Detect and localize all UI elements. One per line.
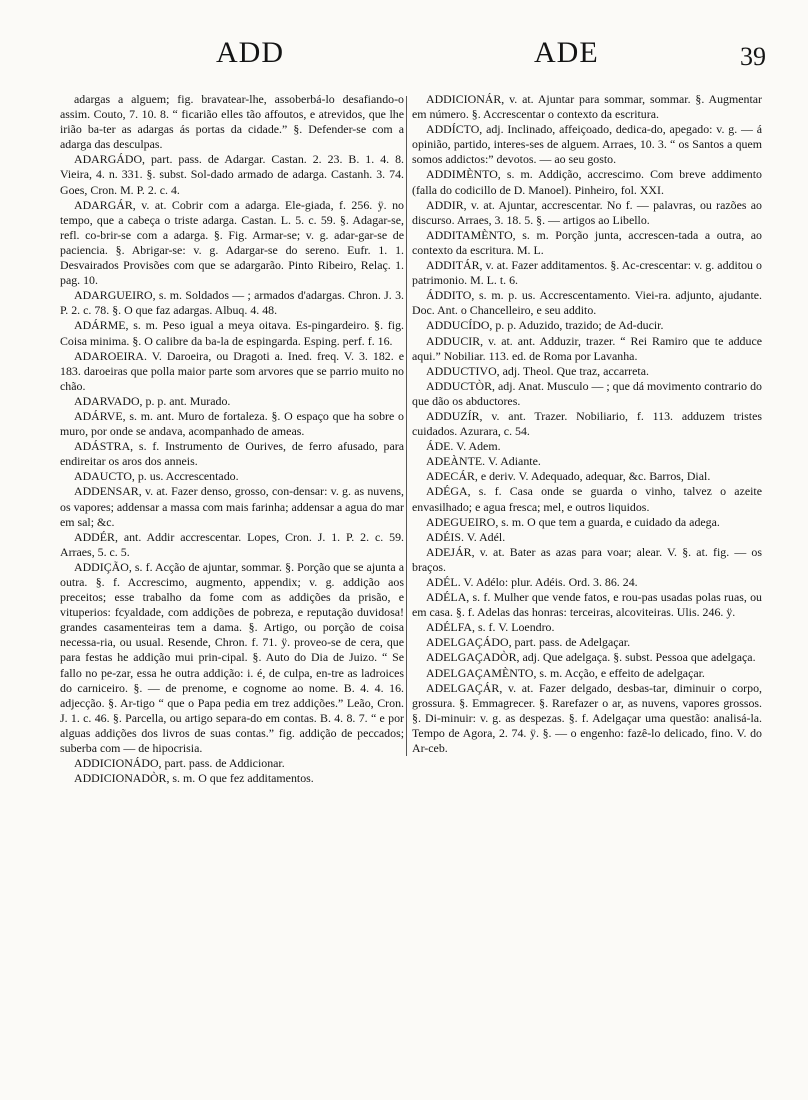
entry-additar: ADDITÁR, v. at. Fazer additamentos. §. Ac-crescentar: v. g. additou o patrimonio. M. L. t. 6.	[412, 258, 762, 288]
entry-adaroeira: ADAROEIRA. V. Daroeira, ou Dragoti a. Ined. freq. V. 3. 182. e 183. daroeiras que polla maior parte som arvores que se parrio muito no chão.	[60, 348, 404, 393]
entry-addicao: ADDIÇÃO, s. f. Acção de ajuntar, sommar. §. Porção que se ajunta a outra. §. f. Accrescimo, augmento, appendix; v. g. addição aos preceitos; esse trabalho da fome com as addições da prisão, e vituperios: fcyaldade, com addições de pobreza, e reputação duvidosa! grandes casamenteiras tem a dama. §. Artigo, ou porção de coisa necessa-ria, ou usual. Resende, Chron. f. 71. ÿ. proveo-se de cera, que para festas he addição mui prin-cipal. §. Auto do Dia de Juizo. “ Se fallo no pe-zar, essa he outra addição: i. é, de culpa, en-tre as ladroices do carniceiro. §. — de prenome, e cognome ao nome. B. 4. 4. 16. adjecção. §. Ar-tigo “ que o Papa pedia em trez addições.” Leão, Cron. J. 1. c. 46. §. Parcella, ou artigo separa-do em contas. B. 4. 8. 7. “ e por alguas addições dos livros de suas contas.” fig. addição de peccados; suberba com — de hipocrisia.	[60, 559, 404, 756]
entry-addito: ÁDDITO, s. m. p. us. Accrescentamento. Viei-ra. adjunto, ajudante. Doc. Ant. o Chancelleiro, e seu addito.	[412, 288, 762, 318]
entry-adducir: ADDUCIR, v. at. ant. Adduzir, trazer. “ Rei Ramiro que te adduce aqui.” Nobiliar. 113. ed. de Roma por Lavanha.	[412, 333, 762, 363]
entry-adargas-continued: adargas a alguem; fig. bravatear-lhe, assoberbá-lo desafiando-o assim. Couto, 7. 10. 8. “ ficarião elles tão affoutos, e atrevidos, que lhe irião ba-ter as adargas ás portas da cidade.” §. Defender-se com a adarga das desculpas.	[60, 92, 404, 152]
entry-adejar: ADEJÁR, v. at. Bater as azas para voar; alear. V. §. at. fig. — os braços.	[412, 544, 762, 574]
entry-adder: ADDÉR, ant. Addir accrescentar. Lopes, Cron. J. 1. P. 2. c. 59. Arraes, 5. c. 5.	[60, 529, 404, 559]
entry-adarme: ADÁRME, s. m. Peso igual a meya oitava. Es-pingardeiro. §. fig. Coisa minima. §. O calibre da ba-la de espingarda. Esping. perf. f. 16.	[60, 318, 404, 348]
entry-adarve: ADÁRVE, s. m. ant. Muro de fortaleza. §. O espaço que ha sobre o muro, por onde se andava, acompanhado de ameas.	[60, 408, 404, 439]
left-column	[60, 92, 404, 1092]
entry-adductivo: ADDUCTIVO, adj. Theol. Que traz, accarreta.	[426, 363, 649, 378]
entry-addicionar: ADDICIONÁR, v. at. Ajuntar para sommar, sommar. §. Augmentar em número. §. Accrescentar o contexto da escritura.	[412, 92, 762, 122]
entry-adargado: ADARGÁDO, part. pass. de Adargar. Castan. 2. 23. B. 1. 4. 8. Vieira, 4. n. 331. §. subst. Sol-dado armado de adarga. Castanh. 3. 74. Goes, Cron. M. P. 2. c. 4.	[60, 152, 404, 197]
entry-adel: ADÉL. V. Adélo: plur. Adéis. Ord. 3. 86. 24.	[426, 575, 638, 589]
entry-adelgacar: ADELGAÇÁR, v. at. Fazer delgado, desbas-tar, diminuir o corpo, grossura. §. Emmagrecer. §. Rarefazer o ar, as nuvens, vapores grossos. §. Di-minuir: v. g. as despezas. §. f. Adelgaçar uma questão: analisá-la. Tempo de Agora, 2. 74. ÿ. §. — o engenho: fazê-lo delicado, fino. V. do Ar-ceb.	[412, 680, 762, 756]
left-running-head: ADD	[216, 36, 284, 69]
entry-adega: ADÉGA, s. f. Casa onde se guarda o vinho, talvez o azeite envasilhado; e agua fresca; mel, e outros liquidos.	[412, 484, 762, 514]
entry-adegueiro: ADEGUEIRO, s. m. O que tem a guarda, e cuidado da adega.	[426, 514, 720, 529]
entry-addicionado: ADDICIONÁDO, part. pass. de Addicionar.	[74, 756, 285, 771]
entry-adela: ADÉLA, s. f. Mulher que vende fatos, e rou-pas usadas polas ruas, ou em casa. §. f. Adelas das honras: terceiras, alcoviteiras. Ulis. 246. ÿ.	[412, 590, 762, 620]
entry-adelgacado: ADELGAÇÁDO, part. pass. de Adelgaçar.	[426, 635, 631, 650]
entry-adeis: ADÉIS. V. Adél.	[426, 529, 506, 544]
entry-adargar: ADARGÁR, v. at. Cobrir com a adarga. Ele-giada, f. 256. ÿ. no tempo, que a cabeça o triste adarga. Castan. L. 5. c. 59. §. Adagar-se, refl. co-brir-se com a adarga. §. Fig. Armar-se; v. g. adar-gar-se de paciencia. §. Abrigar-se: v. g. Adargar-se do sereno. Eufr. 1. 1. Desvairados Provisões com que se adargarão. Pinto Ribeiro, Relaç. 1. pag. 10.	[60, 197, 404, 288]
right-running-head: ADE	[534, 36, 599, 69]
entry-addimento: ADDIMÈNTO, s. m. Addição, accrescimo. Com breve addimento (falla do codicillo de D. Manoel). Pinheiro, fol. XXI.	[412, 167, 762, 197]
entry-adarvado: ADARVADO, p. p. ant. Murado.	[74, 393, 231, 408]
entry-adaucto: ADAUCTO, p. us. Accrescentado.	[74, 469, 239, 484]
entry-adduzir: ADDUZÍR, v. ant. Trazer. Nobiliario, f. 113. adduzem tristes cuidados. Azurara, c. 54.	[412, 408, 762, 439]
entry-adelfa: ADÉLFA, s. f. V. Loendro.	[426, 620, 555, 635]
entry-adastra: ADÁSTRA, s. f. Instrumento de Ourives, de ferro afusado, para endireitar os aros dos anneis.	[60, 439, 404, 469]
entry-additamento: ADDITAMÈNTO, s. m. Porção junta, accrescen-tada a outra, ao contexto da escritura. M. L.	[412, 227, 762, 257]
entry-addensar: ADDENSAR, v. at. Fazer denso, grosso, con-densar: v. g. as nuvens, os vapores; addensar a massa com mais farinha; addensar a agua do mar em sal; &c.	[60, 484, 404, 529]
entry-adducido: ADDUCÍDO, p. p. Aduzido, trazido; de Ad-ducir.	[426, 318, 664, 333]
entry-adeante: ADEÀNTE. V. Adiante.	[426, 454, 541, 469]
entry-adecar: ADECÁR, e deriv. V. Adequado, adequar, &c. Barros, Dial.	[426, 469, 711, 484]
entry-addir: ADDIR, v. at. Ajuntar, accrescentar. No f. — palavras, ou razões ao discurso. Arraes, 3. 18. 5. §. — artigos ao Libello.	[412, 197, 762, 227]
entry-adelgacamento: ADELGAÇAMÈNTO, s. m. Acção, e effeito de adelgaçar.	[426, 665, 705, 680]
entry-adelgacador: ADELGAÇADÒR, adj. Que adelgaça. §. subst. Pessoa que adelgaça.	[426, 650, 756, 665]
entry-adargueiro: ADARGUEIRO, s. m. Soldados — ; armados d'adargas. Chron. J. 3. P. 2. c. 78. §. O que faz adargas. Albuq. 4. 48.	[60, 288, 404, 318]
entry-addicto: ADDÍCTO, adj. Inclinado, affeiçoado, dedica-do, apegado: v. g. — á opinião, partido, interes-ses de alguem. Arraes, 10. 3. “ os Santos a quem somos addictos:” devotos. — ao seu gosto.	[412, 122, 762, 167]
page-header	[56, 36, 774, 84]
right-column	[412, 92, 762, 1092]
entry-ade: ÁDE. V. Adem.	[426, 439, 501, 454]
entry-addicionador: ADDICIONADÒR, s. m. O que fez additamentos.	[74, 771, 314, 786]
page-number: 39	[740, 42, 766, 71]
entry-adductor: ADDUCTÒR, adj. Anat. Musculo — ; que dá movimento contrario do que dão os abductores.	[412, 378, 762, 408]
column-divider	[406, 96, 407, 756]
